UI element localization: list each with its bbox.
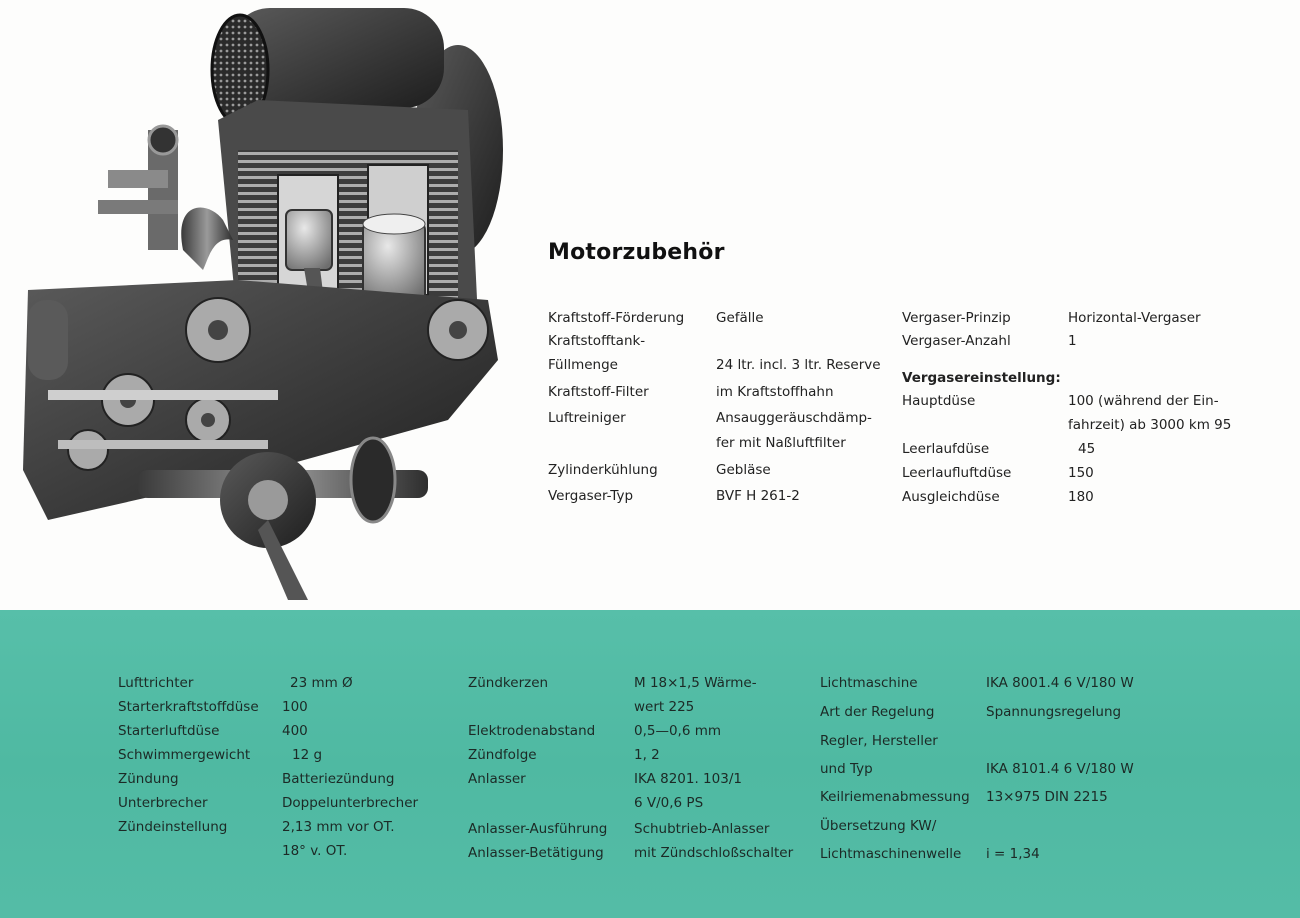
spec-label: Regler, Hersteller bbox=[820, 733, 938, 749]
spec-label: Lichtmaschine bbox=[820, 675, 918, 691]
spec-label: Füllmenge bbox=[548, 357, 618, 373]
spec-label: Starterkraftstoffdüse bbox=[118, 699, 259, 715]
spec-value: Batteriezündung bbox=[282, 771, 395, 787]
spec-label: Unterbrecher bbox=[118, 795, 208, 811]
spec-label: Hauptdüse bbox=[902, 393, 976, 409]
spec-section-heading: Vergasereinstellung: bbox=[902, 370, 1061, 386]
spec-label: Schwimmergewicht bbox=[118, 747, 251, 763]
spec-value: i = 1,34 bbox=[986, 846, 1040, 862]
spec-label: Zündung bbox=[118, 771, 179, 787]
spec-value: 6 V/0,6 PS bbox=[634, 795, 704, 811]
spec-label: Vergaser-Typ bbox=[548, 488, 634, 504]
spec-value: IKA 8201. 103/1 bbox=[634, 771, 742, 787]
spec-value: M 18×1,5 Wärme- bbox=[634, 675, 757, 691]
spec-value: wert 225 bbox=[634, 699, 695, 715]
spec-label: Anlasser-Ausführung bbox=[468, 821, 608, 837]
spec-label: Keilriemenabmessung bbox=[820, 789, 970, 805]
spec-label: Leerlaufdüse bbox=[902, 441, 990, 457]
spec-label: Zündfolge bbox=[468, 747, 537, 763]
spec-label: Starterluftdüse bbox=[118, 723, 220, 739]
spec-value: 180 bbox=[1068, 489, 1094, 505]
spec-value: Schubtrieb-Anlasser bbox=[634, 821, 770, 837]
spec-value: Ansauggeräuschdämp- bbox=[716, 410, 872, 426]
spec-value: fer mit Naßluftfilter bbox=[716, 435, 846, 451]
spec-value: 45 bbox=[1078, 441, 1096, 457]
spec-value: Gefälle bbox=[716, 310, 764, 326]
spec-label: Anlasser bbox=[468, 771, 526, 787]
spec-value: 23 mm Ø bbox=[290, 675, 353, 691]
spec-value: 1 bbox=[1068, 333, 1077, 349]
spec-value: BVF H 261-2 bbox=[716, 488, 800, 504]
spec-label: Übersetzung KW/ bbox=[820, 818, 937, 834]
spec-value: 400 bbox=[282, 723, 308, 739]
spec-label: Kraftstofftank- bbox=[548, 333, 646, 349]
spec-label: Ausgleichdüse bbox=[902, 489, 1000, 505]
spec-label: Lufttrichter bbox=[118, 675, 194, 691]
spec-value: 0,5—0,6 mm bbox=[634, 723, 722, 739]
spec-value: 100 (während der Ein- bbox=[1068, 393, 1219, 409]
spec-value: Gebläse bbox=[716, 462, 771, 478]
spec-value: Horizontal-Vergaser bbox=[1068, 310, 1201, 326]
spec-value: 100 bbox=[282, 699, 308, 715]
spec-value: IKA 8001.4 6 V/180 W bbox=[986, 675, 1134, 691]
spec-label: Lichtmaschinenwelle bbox=[820, 846, 962, 862]
spec-label: Kraftstoff-Filter bbox=[548, 384, 649, 400]
spec-label: Zylinderkühlung bbox=[548, 462, 658, 478]
engine-cutaway-illustration bbox=[8, 0, 508, 606]
spec-label: Elektrodenabstand bbox=[468, 723, 596, 739]
spec-label: Zündeinstellung bbox=[118, 819, 228, 835]
spec-value: 1, 2 bbox=[634, 747, 660, 763]
spec-label: Vergaser-Prinzip bbox=[902, 310, 1011, 326]
spec-value: im Kraftstoffhahn bbox=[716, 384, 834, 400]
spec-value: 13×975 DIN 2215 bbox=[986, 789, 1108, 805]
spec-label: Zündkerzen bbox=[468, 675, 549, 691]
spec-value: mit Zündschloßschalter bbox=[634, 845, 794, 861]
spec-value: fahrzeit) ab 3000 km 95 bbox=[1068, 417, 1232, 433]
spec-label: Leerlaufluftdüse bbox=[902, 465, 1012, 481]
spec-label: Art der Regelung bbox=[820, 704, 935, 720]
spec-value: 150 bbox=[1068, 465, 1094, 481]
green-spec-panel bbox=[0, 610, 1300, 918]
spec-value: 2,13 mm vor OT. bbox=[282, 819, 395, 835]
spec-label: Kraftstoff-Förderung bbox=[548, 310, 685, 326]
page-title: Motorzubehör bbox=[548, 240, 725, 265]
spec-value: Spannungsregelung bbox=[986, 704, 1122, 720]
spec-value: 12 g bbox=[292, 747, 323, 763]
spec-label: Luftreiniger bbox=[548, 410, 626, 426]
spec-value: 18° v. OT. bbox=[282, 843, 348, 859]
spec-value: Doppelunterbrecher bbox=[282, 795, 419, 811]
spec-value: 24 ltr. incl. 3 ltr. Reserve bbox=[716, 357, 881, 373]
spec-label: Anlasser-Betätigung bbox=[468, 845, 604, 861]
spec-label: und Typ bbox=[820, 761, 873, 777]
spec-value: IKA 8101.4 6 V/180 W bbox=[986, 761, 1134, 777]
spec-label: Vergaser-Anzahl bbox=[902, 333, 1011, 349]
